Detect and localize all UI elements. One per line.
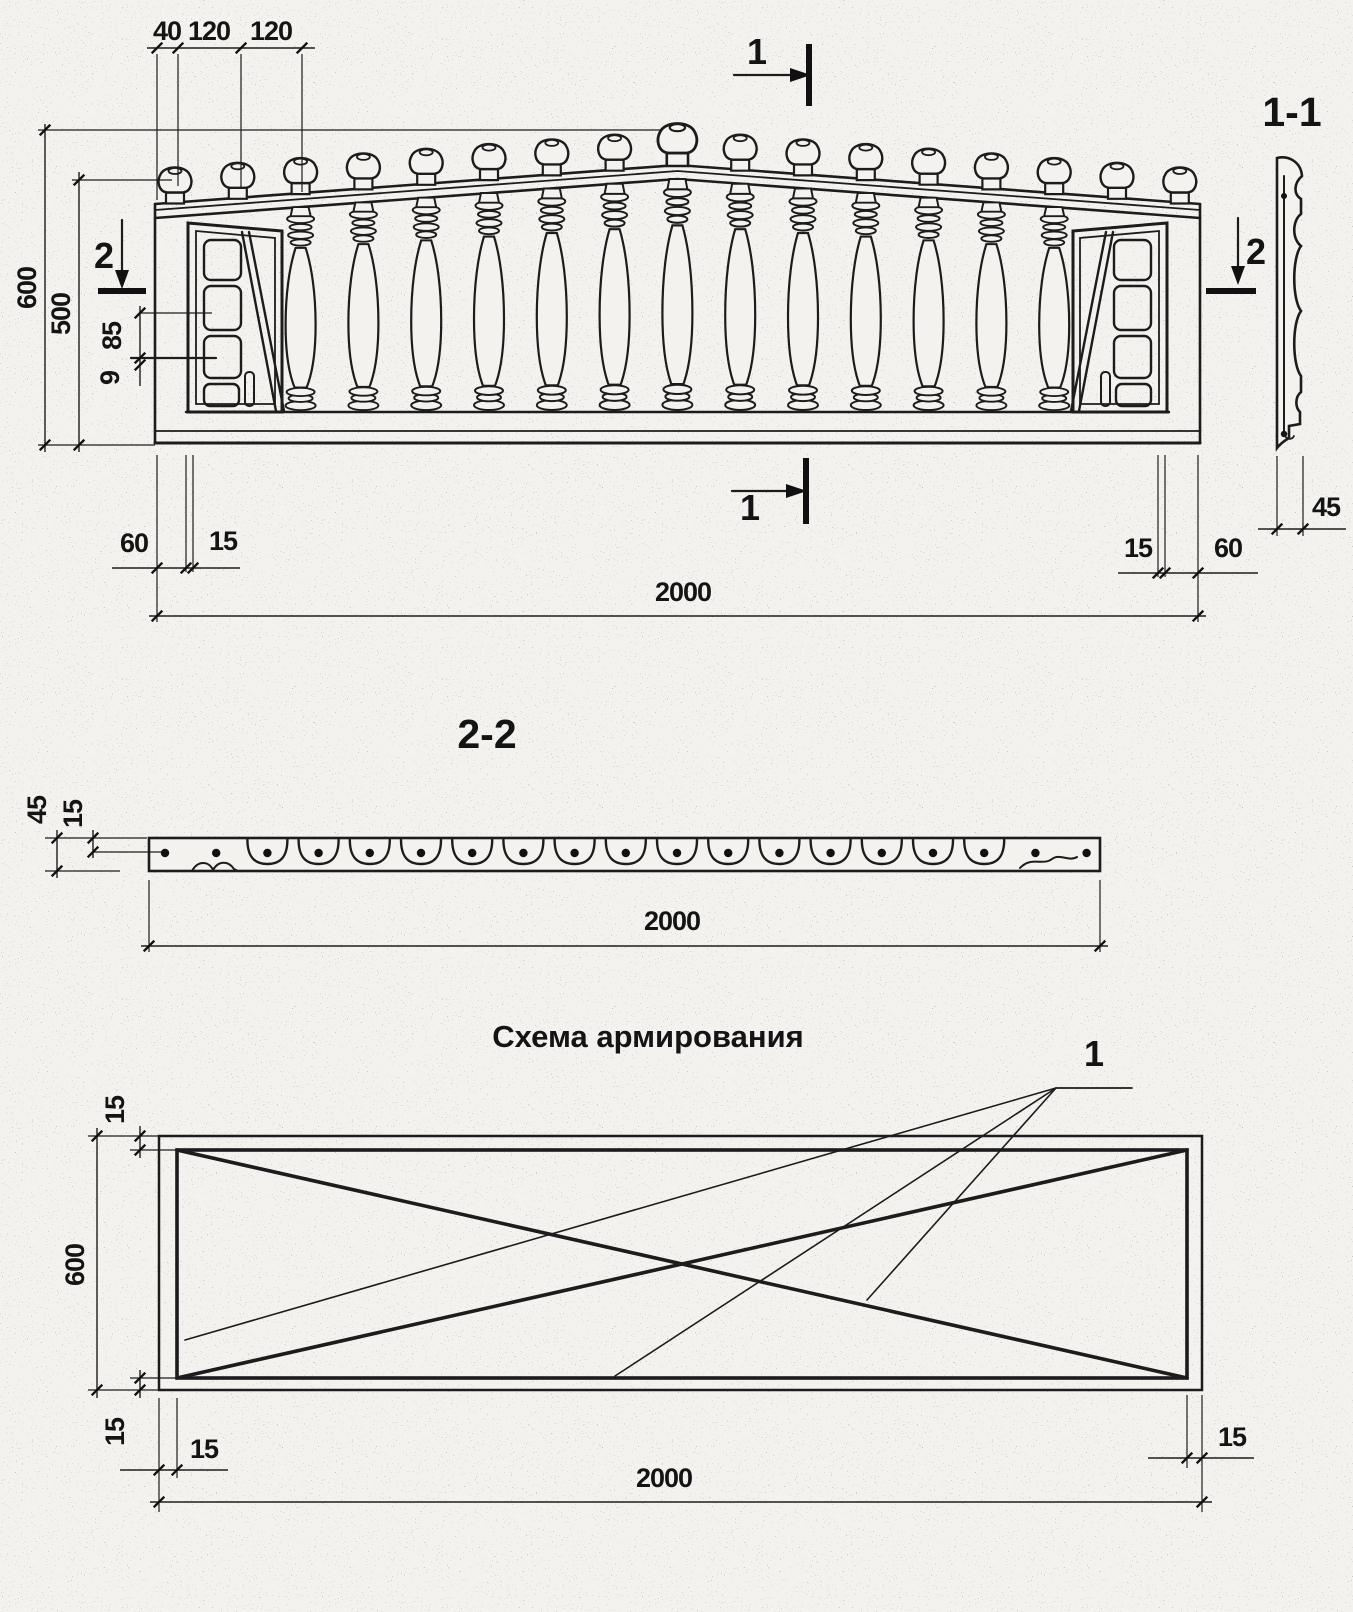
rebar-dot — [263, 849, 271, 857]
rebar-dot — [468, 849, 476, 857]
section-mark-2-right-label: 2 — [1246, 231, 1267, 272]
section-mark-1-bottom-label: 1 — [740, 487, 761, 528]
rebar-dot — [980, 849, 988, 857]
dim-15-left: 15 — [208, 526, 238, 556]
rebar-dot — [1031, 849, 1039, 857]
reinforcement-title: Схема армирования — [492, 1019, 804, 1054]
rebar-item-label: 1 — [1083, 1033, 1105, 1074]
rebar-dot — [622, 849, 630, 857]
dim-15-cover-top: 15 — [100, 1095, 130, 1125]
rebar-dot — [878, 849, 886, 857]
dim-2000: 2000 — [654, 577, 712, 607]
dim-40: 40 — [152, 16, 182, 46]
dim-85: 85 — [97, 321, 127, 351]
rebar-dot — [519, 849, 527, 857]
dim-120-b: 120 — [249, 16, 293, 46]
rebar-dot — [1281, 193, 1287, 199]
section-1-1-title: 1-1 — [1262, 89, 1322, 135]
dim-15-cover-left: 15 — [189, 1434, 219, 1464]
rebar-dot — [212, 849, 220, 857]
dim-15-right: 15 — [1123, 533, 1153, 563]
dim-9: 9 — [95, 370, 125, 386]
dim-600: 600 — [12, 266, 42, 310]
dim-45: 45 — [1311, 492, 1341, 522]
dim-15-s22: 15 — [58, 799, 88, 829]
section-mark-2-left-label: 2 — [94, 235, 115, 276]
rebar-dot — [929, 849, 937, 857]
dim-45-s22: 45 — [22, 795, 52, 825]
section-2-2-title: 2-2 — [457, 711, 517, 757]
rebar-dot — [775, 849, 783, 857]
section-mark-1-top-label: 1 — [747, 31, 768, 72]
rebar-dot — [1082, 849, 1090, 857]
rebar-dot — [570, 849, 578, 857]
dim-15-cover-bottom: 15 — [100, 1417, 130, 1447]
dim-120-a: 120 — [187, 16, 231, 46]
rebar-dot — [673, 849, 681, 857]
dim-2000-s22: 2000 — [643, 906, 701, 936]
rebar-dot — [366, 849, 374, 857]
rebar-dot — [826, 849, 834, 857]
rebar-dot — [724, 849, 732, 857]
dim-15-cover-right: 15 — [1217, 1422, 1247, 1452]
dim-500: 500 — [46, 292, 76, 336]
rebar-dot — [161, 849, 169, 857]
rebar-dot — [314, 849, 322, 857]
dim-600-plan: 600 — [60, 1243, 90, 1287]
dim-60-right: 60 — [1213, 533, 1243, 563]
dim-2000-plan: 2000 — [635, 1463, 693, 1493]
rebar-dot — [417, 849, 425, 857]
dim-60-left: 60 — [119, 528, 149, 558]
